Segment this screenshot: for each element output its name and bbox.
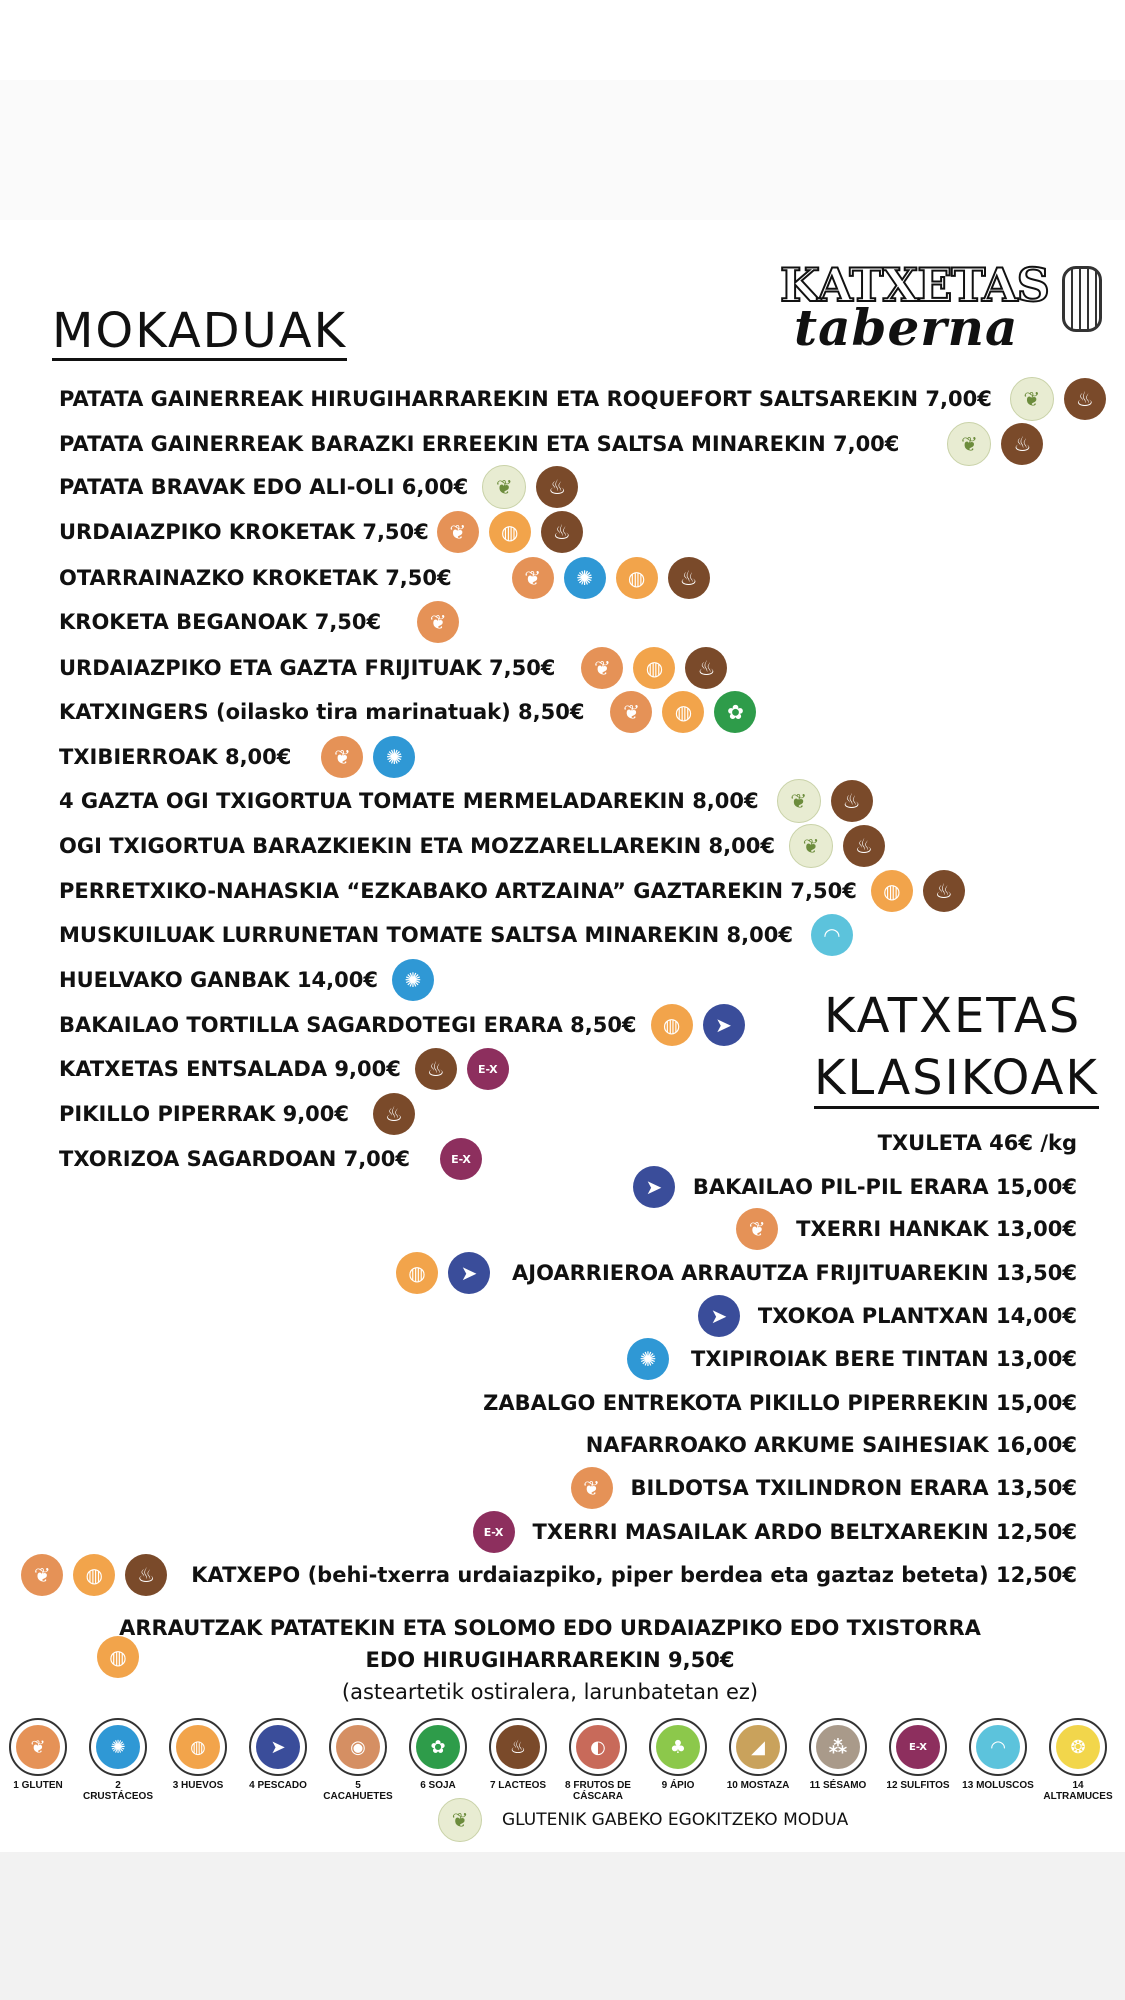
dairy-icon: ♨ bbox=[831, 780, 873, 822]
fish-icon: ➤ bbox=[698, 1295, 740, 1337]
crustacean-icon: ✺ bbox=[373, 736, 415, 778]
menu-item bbox=[59, 1046, 509, 1092]
menu-item bbox=[736, 1206, 1077, 1252]
egg-icon: ◍ bbox=[396, 1252, 438, 1294]
dairy-icon: ♨ bbox=[415, 1048, 457, 1090]
soy-icon: ✿ bbox=[416, 1725, 460, 1769]
menu-item-text: KATXEPO (behi-txerra urdaiazpiko, piper berdea eta gaztaz beteta) 12,50€ bbox=[191, 1563, 1077, 1587]
legend-label bbox=[640, 1780, 716, 1791]
menu-item-text: NAFARROAKO ARKUME SAIHESIAK 16,00€ bbox=[585, 1433, 1077, 1457]
legend-number: 12 bbox=[886, 1780, 898, 1791]
soy-icon: ✿ bbox=[714, 691, 756, 733]
legend-text: SULFITOS bbox=[900, 1780, 950, 1791]
menu-item-text: TXIPIROIAK BERE TINTAN 13,00€ bbox=[691, 1347, 1077, 1371]
menu-item-text: TXORIZOA SAGARDOAN 7,00€ bbox=[59, 1147, 411, 1171]
legend-label bbox=[800, 1780, 876, 1791]
menu-item bbox=[59, 823, 885, 869]
egg-icon: ◍ bbox=[616, 557, 658, 599]
legend-number: 3 bbox=[172, 1780, 179, 1791]
section-title-klasikoak-line1: KATXETAS bbox=[824, 988, 1082, 1044]
legend-number: 2 bbox=[115, 1780, 121, 1791]
legend-ring bbox=[89, 1718, 147, 1776]
dairy-icon: ♨ bbox=[541, 511, 583, 553]
menu-item bbox=[633, 1164, 1077, 1210]
menu-item bbox=[59, 912, 853, 958]
combo-note: (asteartetik ostiralera, larunbatetan ez) bbox=[341, 1680, 759, 1704]
legend-item bbox=[1040, 1718, 1116, 1802]
menu-item bbox=[59, 868, 965, 914]
menu-item-text: PATATA GAINERREAK HIRUGIHARRAREKIN ETA ROQUEFORT SALTSAREKIN 7,00€ bbox=[59, 387, 992, 411]
menu-item-text: URDAIAZPIKO ETA GAZTA FRIJITUAK 7,50€ bbox=[59, 656, 556, 680]
legend-label bbox=[480, 1780, 556, 1791]
gluten-icon: ❦ bbox=[437, 511, 479, 553]
crustacean-icon: ✺ bbox=[392, 959, 434, 1001]
legend-item bbox=[800, 1718, 876, 1791]
legend-item bbox=[80, 1718, 156, 1802]
legend-number: 8 bbox=[565, 1780, 571, 1791]
legend-text: PESCADO bbox=[257, 1780, 307, 1791]
gluten-icon: ❦ bbox=[417, 601, 459, 643]
menu-item-text: URDAIAZPIKO KROKETAK 7,50€ bbox=[59, 520, 429, 544]
dairy-icon: ♨ bbox=[1064, 378, 1106, 420]
egg-icon: ◍ bbox=[489, 511, 531, 553]
footer-band bbox=[0, 1852, 1125, 2000]
menu-item bbox=[59, 645, 727, 691]
legend-item bbox=[960, 1718, 1036, 1791]
menu-item-text: PATATA BRAVAK EDO ALI-OLI 6,00€ bbox=[59, 475, 469, 499]
gluten-icon: ❦ bbox=[610, 691, 652, 733]
legend-text: FRUTOS DE CÁSCARA bbox=[573, 1780, 631, 1802]
fish-icon: ➤ bbox=[633, 1166, 675, 1208]
legend-text: CRUSTÁCEOS bbox=[82, 1791, 153, 1802]
crustacean-icon: ✺ bbox=[627, 1338, 669, 1380]
gluten-free-note bbox=[438, 1800, 848, 1840]
menu-item bbox=[627, 1336, 1077, 1382]
mollusc-icon: ◠ bbox=[976, 1725, 1020, 1769]
gluten-free-note-text: GLUTENIK GABEKO EGOKITZEKO MODUA bbox=[502, 1810, 849, 1830]
lupin-icon: ❂ bbox=[1056, 1725, 1100, 1769]
sulfite-icon: E-X bbox=[473, 1511, 515, 1553]
logo-word-katxetas: KATXETAS bbox=[780, 258, 1049, 312]
legend-ring bbox=[569, 1718, 627, 1776]
legend-item bbox=[400, 1718, 476, 1791]
crustacean-icon: ✺ bbox=[96, 1725, 140, 1769]
menu-item-text: TXERRI MASAILAK ARDO BELTXAREKIN 12,50€ bbox=[532, 1520, 1077, 1544]
menu-item bbox=[59, 957, 434, 1003]
fish-icon: ➤ bbox=[448, 1252, 490, 1294]
menu-item-text: ZABALGO ENTREKOTA PIKILLO PIPERREKIN 15,00€ bbox=[483, 1391, 1077, 1415]
menu-item-text: 4 GAZTA OGI TXIGORTUA TOMATE MERMELADAREKIN 8,00€ bbox=[59, 789, 759, 813]
legend-label bbox=[880, 1780, 956, 1791]
menu-item-text: KROKETA BEGANOAK 7,50€ bbox=[59, 610, 382, 634]
menu-item-text: KATXINGERS (oilasko tira marinatuak) 8,50€ bbox=[59, 700, 585, 724]
peanut-icon: ◉ bbox=[336, 1725, 380, 1769]
menu-item bbox=[59, 778, 873, 824]
legend-item bbox=[720, 1718, 796, 1791]
egg-icon: ◍ bbox=[662, 691, 704, 733]
menu-item-text: TXULETA 46€ /kg bbox=[877, 1131, 1077, 1155]
legend-number: 11 bbox=[809, 1780, 821, 1791]
menu-item-text: TXOKOA PLANTXAN 14,00€ bbox=[757, 1304, 1077, 1328]
sulfite-icon: E-X bbox=[440, 1138, 482, 1180]
logo-word-taberna: taberna bbox=[794, 298, 1019, 357]
legend-ring bbox=[889, 1718, 947, 1776]
legend-ring bbox=[809, 1718, 867, 1776]
menu-item bbox=[59, 599, 459, 645]
gluten-icon: ❦ bbox=[321, 736, 363, 778]
menu-item-text: TXIBIERROAK 8,00€ bbox=[59, 745, 292, 769]
legend-ring bbox=[649, 1718, 707, 1776]
legend-text: SOJA bbox=[428, 1780, 456, 1791]
dairy-icon: ♨ bbox=[685, 647, 727, 689]
dairy-icon: ♨ bbox=[496, 1725, 540, 1769]
legend-text: MOLUSCOS bbox=[976, 1780, 1034, 1791]
legend-number: 5 bbox=[355, 1780, 361, 1791]
dairy-icon: ♨ bbox=[373, 1093, 415, 1135]
gluten-free-icon: ❦ bbox=[1010, 377, 1054, 421]
celery-icon: ♣ bbox=[656, 1725, 700, 1769]
gluten-icon: ❦ bbox=[512, 557, 554, 599]
menu-item bbox=[59, 464, 578, 510]
egg-icon: ◍ bbox=[633, 647, 675, 689]
legend-number: 1 bbox=[13, 1780, 19, 1791]
legend-ring bbox=[409, 1718, 467, 1776]
fish-icon: ➤ bbox=[703, 1004, 745, 1046]
legend-label bbox=[400, 1780, 476, 1791]
sesame-icon: ⁂ bbox=[816, 1725, 860, 1769]
menu-item-text: OGI TXIGORTUA BARAZKIEKIN ETA MOZZARELLAREKIN 8,00€ bbox=[59, 834, 775, 858]
allergen-legend bbox=[0, 1718, 1125, 1802]
gluten-free-icon: ❦ bbox=[777, 779, 821, 823]
legend-text: ÁPIO bbox=[669, 1780, 695, 1791]
sulfite-icon: E-X bbox=[896, 1725, 940, 1769]
menu-item-text: HUELVAKO GANBAK 14,00€ bbox=[59, 968, 378, 992]
dairy-icon: ♨ bbox=[1001, 423, 1043, 465]
legend-number: 4 bbox=[249, 1780, 255, 1791]
gluten-icon: ❦ bbox=[736, 1208, 778, 1250]
legend-item bbox=[320, 1718, 396, 1802]
dairy-icon: ♨ bbox=[668, 557, 710, 599]
menu-item bbox=[698, 1293, 1077, 1339]
gluten-icon: ❦ bbox=[581, 647, 623, 689]
gluten-free-icon: ❦ bbox=[947, 422, 991, 466]
mollusc-icon: ◠ bbox=[811, 914, 853, 956]
menu-item bbox=[59, 1002, 745, 1048]
legend-ring bbox=[249, 1718, 307, 1776]
menu-item-text: AJOARRIEROA ARRAUTZA FRIJITUAREKIN 13,50€ bbox=[512, 1261, 1077, 1285]
legend-item bbox=[880, 1718, 956, 1791]
combo-item bbox=[100, 1612, 1000, 1708]
menu-item bbox=[571, 1465, 1077, 1511]
legend-ring bbox=[9, 1718, 67, 1776]
section-title-mokaduak: MOKADUAK bbox=[52, 303, 348, 359]
menu-item-text: BILDOTSA TXILINDRON ERARA 13,50€ bbox=[630, 1476, 1077, 1500]
legend-text: SÉSAMO bbox=[823, 1780, 867, 1791]
menu-item bbox=[396, 1250, 1077, 1296]
legend-text: LACTEOS bbox=[498, 1780, 547, 1791]
legend-label bbox=[720, 1780, 796, 1791]
legend-ring bbox=[169, 1718, 227, 1776]
menu-item-text: TXERRI HANKAK 13,00€ bbox=[796, 1217, 1077, 1241]
egg-icon: ◍ bbox=[651, 1004, 693, 1046]
mustard-icon: ◢ bbox=[736, 1725, 780, 1769]
menu-item-text: KATXETAS ENTSALADA 9,00€ bbox=[59, 1057, 401, 1081]
dairy-icon: ♨ bbox=[125, 1554, 167, 1596]
gluten-free-icon: ❦ bbox=[789, 824, 833, 868]
menu-item-text: BAKAILAO TORTILLA SAGARDOTEGI ERARA 8,50€ bbox=[59, 1013, 637, 1037]
menu-item bbox=[59, 1136, 482, 1182]
legend-number: 6 bbox=[420, 1780, 426, 1791]
menu-item bbox=[59, 1091, 415, 1137]
combo-line1: ARRAUTZAK PATATEKIN ETA SOLOMO EDO URDAIAZPIKO EDO TXISTORRA bbox=[119, 1616, 981, 1640]
gluten-free-icon: ❦ bbox=[482, 465, 526, 509]
legend-ring bbox=[329, 1718, 387, 1776]
legend-number: 13 bbox=[962, 1780, 974, 1791]
legend-label bbox=[0, 1780, 76, 1791]
menu-item bbox=[878, 1120, 1077, 1166]
legend-text: HUEVOS bbox=[181, 1780, 224, 1791]
menu-item-text: BAKAILAO PIL-PIL ERARA 15,00€ bbox=[692, 1175, 1077, 1199]
barrel-icon bbox=[1062, 266, 1102, 332]
section-title-klasikoak-line2: KLASIKOAK bbox=[814, 1052, 1099, 1109]
legend-label bbox=[320, 1780, 396, 1802]
legend-label bbox=[560, 1780, 636, 1802]
fish-icon: ➤ bbox=[256, 1725, 300, 1769]
legend-item bbox=[560, 1718, 636, 1802]
sulfite-icon: E-X bbox=[467, 1048, 509, 1090]
legend-item bbox=[240, 1718, 316, 1791]
legend-ring bbox=[729, 1718, 787, 1776]
menu-item bbox=[59, 376, 1106, 422]
menu-item-text: PERRETXIKO-NAHASKIA “EZKABAKO ARTZAINA” GAZTAREKIN 7,50€ bbox=[59, 879, 857, 903]
menu-item bbox=[21, 1552, 1077, 1598]
logo bbox=[780, 258, 1110, 358]
menu-item bbox=[59, 689, 756, 735]
legend-ring bbox=[969, 1718, 1027, 1776]
legend-label bbox=[960, 1780, 1036, 1791]
dairy-icon: ♨ bbox=[843, 825, 885, 867]
menu-item bbox=[473, 1509, 1077, 1555]
nut-icon: ◐ bbox=[576, 1725, 620, 1769]
legend-item bbox=[480, 1718, 556, 1791]
legend-text: GLUTEN bbox=[21, 1780, 63, 1791]
legend-text: ALTRAMUCES bbox=[1043, 1791, 1113, 1802]
menu-item bbox=[483, 1380, 1077, 1426]
legend-number: 7 bbox=[489, 1780, 496, 1791]
dairy-icon: ♨ bbox=[923, 870, 965, 912]
legend-item bbox=[640, 1718, 716, 1791]
legend-number: 14 bbox=[1072, 1780, 1084, 1791]
crustacean-icon: ✺ bbox=[564, 557, 606, 599]
gluten-icon: ❦ bbox=[21, 1554, 63, 1596]
menu-item-text: OTARRAINAZKO KROKETAK 7,50€ bbox=[59, 566, 452, 590]
legend-text: CACAHUETES bbox=[323, 1791, 393, 1802]
header-band bbox=[0, 80, 1125, 220]
legend-item bbox=[0, 1718, 76, 1791]
egg-icon: ◍ bbox=[871, 870, 913, 912]
menu-item bbox=[59, 555, 710, 601]
legend-text: MOSTAZA bbox=[740, 1780, 790, 1791]
legend-label bbox=[240, 1780, 316, 1791]
legend-item bbox=[160, 1718, 236, 1791]
menu-item bbox=[59, 509, 583, 555]
egg-icon: ◍ bbox=[73, 1554, 115, 1596]
legend-number: 9 bbox=[661, 1780, 668, 1791]
legend-label bbox=[1040, 1780, 1116, 1802]
menu-item-text: MUSKUILUAK LURRUNETAN TOMATE SALTSA MINAREKIN 8,00€ bbox=[59, 923, 793, 947]
gluten-icon: ❦ bbox=[16, 1725, 60, 1769]
menu-item-text: PIKILLO PIPERRAK 9,00€ bbox=[59, 1102, 350, 1126]
legend-label bbox=[80, 1780, 156, 1802]
legend-ring bbox=[1049, 1718, 1107, 1776]
gluten-icon: ❦ bbox=[571, 1467, 613, 1509]
legend-ring bbox=[489, 1718, 547, 1776]
gluten-free-icon: ❦ bbox=[438, 1798, 482, 1842]
menu-item bbox=[59, 734, 415, 780]
egg-icon: ◍ bbox=[176, 1725, 220, 1769]
legend-label bbox=[160, 1780, 236, 1791]
dairy-icon: ♨ bbox=[536, 466, 578, 508]
menu-item bbox=[586, 1422, 1077, 1468]
legend-number: 10 bbox=[726, 1780, 738, 1791]
egg-icon: ◍ bbox=[97, 1636, 139, 1678]
menu-item bbox=[59, 421, 1043, 467]
menu-item-text: PATATA GAINERREAK BARAZKI ERREEKIN ETA SALTSA MINAREKIN 7,00€ bbox=[59, 432, 900, 456]
combo-line2: EDO HIRUGIHARRAREKIN 9,50€ bbox=[365, 1648, 735, 1672]
